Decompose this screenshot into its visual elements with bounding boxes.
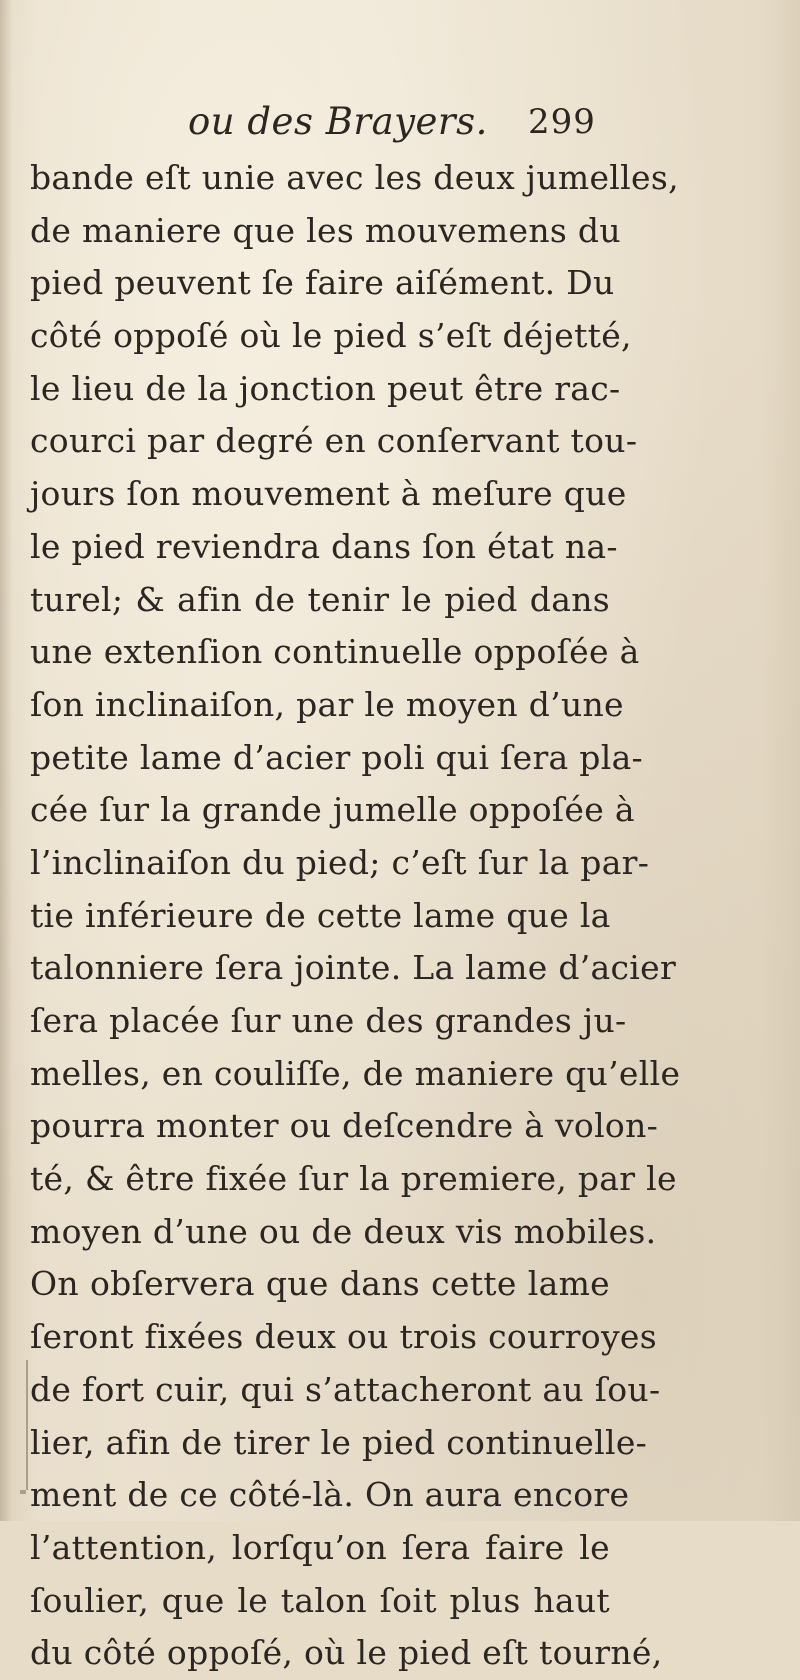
margin-ink-mark bbox=[26, 1360, 28, 1490]
margin-ink-mark bbox=[20, 1490, 26, 1494]
running-head bbox=[188, 100, 608, 144]
body-text bbox=[30, 152, 681, 1680]
text-line: une extenſion continuelle oppoſée à bbox=[30, 632, 640, 672]
text-line: melles, en couliſſe, de maniere qu’elle bbox=[30, 1053, 681, 1093]
text-line: courci par degré en conſervant tou- bbox=[30, 421, 638, 461]
running-head-title: ou des Brayers. bbox=[188, 100, 488, 143]
text-line: jours ſon mouvement à meſure que bbox=[30, 474, 627, 514]
text-line: talonniere ſera jointe. La lame d’acier bbox=[30, 948, 677, 988]
page-number: 299 bbox=[528, 102, 596, 142]
text-line: pied peuvent ſe faire aiſément. Du bbox=[30, 263, 615, 303]
text-line: le lieu de la jonction peut être rac- bbox=[30, 368, 621, 408]
text-line: de fort cuir, qui s’attacheront au ſou- bbox=[30, 1369, 661, 1409]
text-line: ſoulier, que le talon ſoit plus haut bbox=[30, 1580, 610, 1620]
text-line: ment de ce côté-là. On aura encore bbox=[30, 1475, 630, 1515]
text-line: côté oppoſé où le pied s’eſt déjetté, bbox=[30, 316, 632, 356]
text-line: petite lame d’acier poli qui ſera pla- bbox=[30, 737, 644, 777]
text-line: lier, afin de tirer le pied continuelle- bbox=[30, 1422, 648, 1462]
text-line: bande eſt unie avec les deux jumelles, bbox=[30, 158, 679, 197]
page-gutter-shadow bbox=[0, 0, 12, 1521]
text-line: ſeront fixées deux ou trois courroyes bbox=[30, 1317, 657, 1357]
text-line: pourra monter ou deſcendre à volon- bbox=[30, 1106, 659, 1146]
text-line: le pied reviendra dans ſon état na- bbox=[30, 526, 618, 566]
text-line: de maniere que les mouvemens du bbox=[30, 210, 621, 250]
text-line: turel; & afin de tenir le pied dans bbox=[30, 579, 610, 619]
text-line: tie inférieure de cette lame que la bbox=[30, 895, 611, 935]
text-line: du côté oppoſé, où le pied eſt tourné, bbox=[30, 1633, 663, 1673]
text-line: ſera placée ſur une des grandes ju- bbox=[30, 1001, 627, 1040]
text-line: moyen d’une ou de deux vis mobiles. bbox=[30, 1211, 657, 1251]
text-line: On obſervera que dans cette lame bbox=[30, 1264, 610, 1304]
text-line: ſon inclinaiſon, par le moyen d’une bbox=[30, 684, 624, 724]
text-line: té, & être fixée ſur la premiere, par le bbox=[30, 1159, 677, 1199]
text-line: cée ſur la grande jumelle oppoſée à bbox=[30, 790, 635, 830]
text-line: l’attention, lorſqu’on ſera faire le bbox=[30, 1527, 610, 1567]
text-line: l’inclinaiſon du pied; c’eſt ſur la par- bbox=[30, 842, 650, 882]
